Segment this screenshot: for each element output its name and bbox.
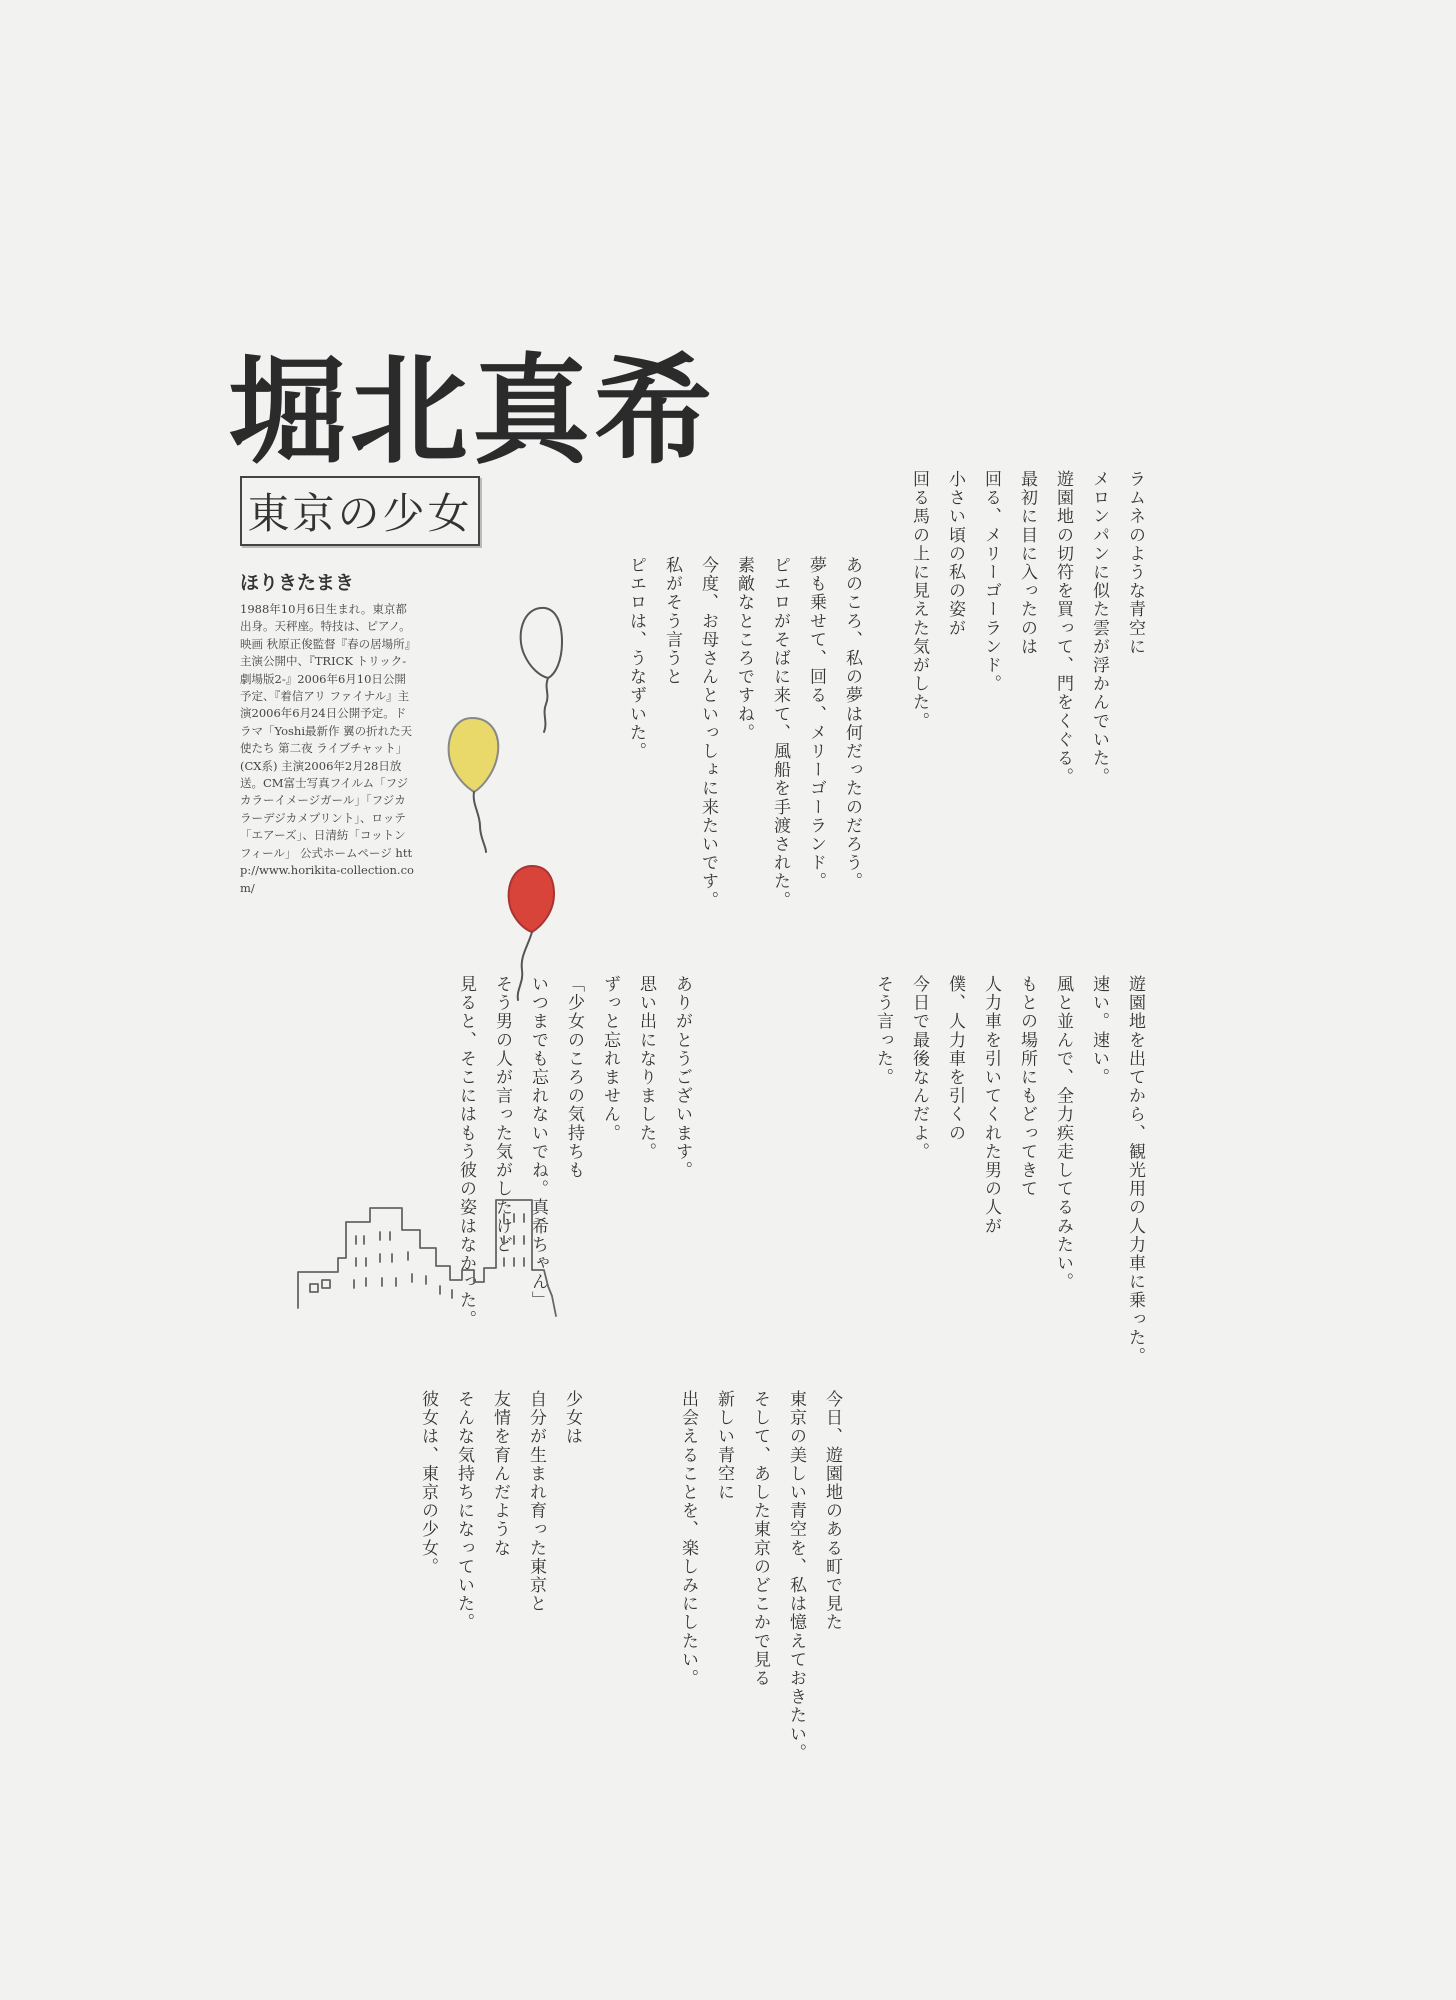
yellow-balloon-icon <box>449 718 499 852</box>
poem-line: 夢も乗せて、回る、メリーゴーランド。 <box>806 556 826 891</box>
poem-line: 素敵なところですね。 <box>734 556 754 742</box>
poem-line: 私がそう言うと <box>662 556 682 687</box>
poem-line: 遊園地の切符を買って、門をくぐる。 <box>1053 470 1073 787</box>
poem-line: そんな気持ちになっていた。 <box>454 1390 474 1632</box>
poem-line: ずっと忘れません。 <box>600 975 620 1143</box>
poem-line: 今日で最後なんだよ。 <box>909 975 929 1161</box>
poem-stanza-6 <box>410 1390 590 1632</box>
poem-line: 少女は <box>562 1390 582 1446</box>
poem-line: 遊園地を出てから、観光用の人力車に乗った。 <box>1125 975 1145 1366</box>
page-title: 堀北真希 <box>228 342 717 480</box>
poem-line: 東京の美しい青空を、私は憶えておきたい。 <box>786 1390 806 1762</box>
poem-line: ありがとうございます。 <box>672 975 692 1180</box>
poem-line: 回る馬の上に見えた気がした。 <box>909 470 929 731</box>
poem-stanza-2 <box>618 556 870 909</box>
white-balloon-icon <box>521 608 562 732</box>
profile-name: ほりきたまき <box>240 572 355 594</box>
poem-line: 速い。速い。 <box>1089 975 1109 1087</box>
poem-line: メロンパンに似た雲が浮かんでいた。 <box>1089 470 1109 787</box>
poem-stanza-4 <box>448 975 700 1328</box>
poem-line: 自分が生まれ育った東京と <box>526 1390 546 1614</box>
poem-line: そう言った。 <box>873 975 893 1087</box>
poem-line: そう男の人が言った気がしたけど <box>492 975 512 1254</box>
poem-line: ラムネのような青空に <box>1125 470 1145 656</box>
poem-stanza-3 <box>865 975 1153 1366</box>
poem-line: 彼女は、東京の少女。 <box>418 1390 438 1576</box>
poem-line: 思い出になりました。 <box>636 975 656 1161</box>
poem-line: 小さい頃の私の姿が <box>945 470 965 638</box>
poem-line: 最初に目に入ったのは <box>1017 470 1037 656</box>
poem-line: 人力車を引いてくれた男の人が <box>981 975 1001 1236</box>
profile-block <box>240 568 415 897</box>
subtitle: 東京の少女 <box>247 489 473 538</box>
poem-line: 今度、お母さんといっしょに来たいです。 <box>698 556 718 910</box>
poem-line: 見ると、そこにはもう彼の姿はなかった。 <box>456 975 476 1329</box>
poem-line: あのころ、私の夢は何だったのだろう。 <box>842 556 862 891</box>
poem-line: ピエロがそばに来て、風船を手渡された。 <box>770 556 790 910</box>
poem-line: 「少女のころの気持ちも <box>564 975 584 1180</box>
poem-line: 僕、人力車を引くの <box>945 975 965 1143</box>
poem-stanza-5 <box>670 1390 850 1762</box>
poem-line: ピエロは、うなずいた。 <box>626 556 646 761</box>
poem-line: 風と並んで、全力疾走してるみたい。 <box>1053 975 1073 1292</box>
poem-line: いつまでも忘れないでね。真希ちゃん」 <box>528 975 548 1310</box>
poem-line: もとの場所にもどってきて <box>1017 975 1037 1199</box>
poem-line: 出会えることを、楽しみにしたい。 <box>678 1390 698 1688</box>
poem-line: 友情を育んだような <box>490 1390 510 1558</box>
poem-stanza-1 <box>901 470 1153 786</box>
subtitle-frame <box>240 476 480 546</box>
poem-line: 新しい青空に <box>714 1390 734 1502</box>
poem-line: 今日、遊園地のある町で見た <box>822 1390 842 1632</box>
poem-line: 回る、メリーゴーランド。 <box>981 470 1001 694</box>
profile-text: 1988年10月6日生まれ。東京都出身。天秤座。特技は、ピアノ。映画 秋原正俊監督『春の居場所』主演公開中、『TRICK トリック-劇場版2-』2006年6月10日公開予定、『着信アリ ファイナル』主演2006年6月24日公開予定。ドラマ「Yoshi最新作 翼の折れた天使たち 第二夜 ライブチャット」(CX系) 主演2006年2月28日放送。CM富士写真フイルム「フジカラーイメージガール」「フジカラーデジカメプリント」、ロッテ「エアーズ」、日清紡「コットンフィール」 公式ホームページ http://www.horikita-collection.com/ <box>240 602 414 895</box>
poem-line: そして、あした東京のどこかで見る <box>750 1390 770 1688</box>
